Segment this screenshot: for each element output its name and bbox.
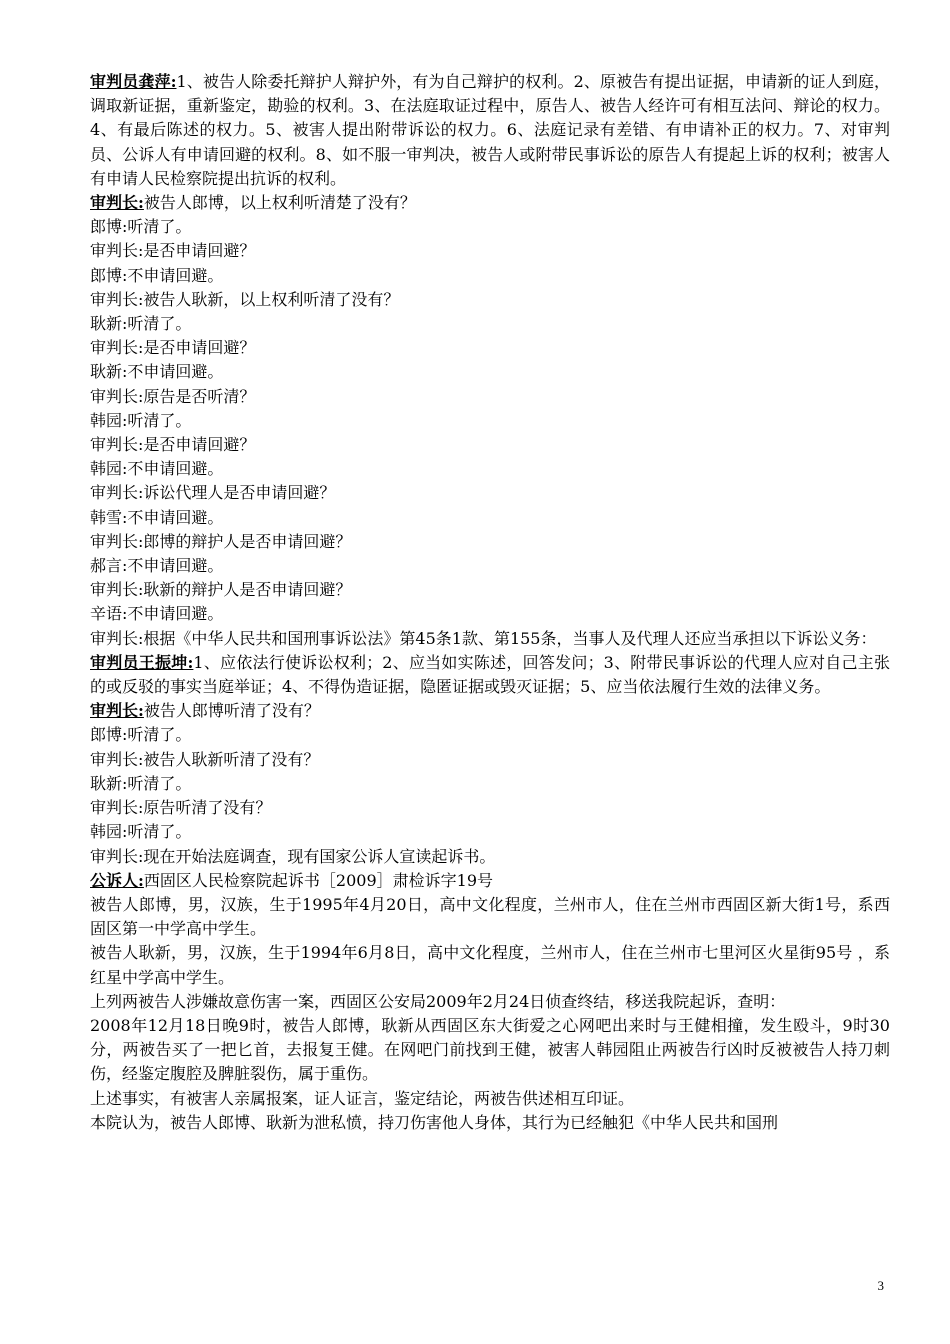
transcript-paragraph xyxy=(90,699,890,723)
paragraph-text: 不申请回避。 xyxy=(127,362,224,382)
transcript-paragraph xyxy=(90,70,890,191)
transcript-paragraph xyxy=(90,602,890,626)
transcript-paragraph xyxy=(90,433,890,457)
paragraph-text: 原告听清了没有？ xyxy=(143,798,272,818)
paragraph-text: 听清了。 xyxy=(127,217,192,237)
transcript-body xyxy=(90,70,890,1135)
speaker-label: 韩园: xyxy=(90,822,128,842)
transcript-paragraph xyxy=(90,409,890,433)
paragraph-text: 是否申请回避？ xyxy=(143,338,256,358)
paragraph-text: 听清了。 xyxy=(127,410,192,430)
speaker-label: 审判长: xyxy=(90,628,144,648)
transcript-paragraph xyxy=(90,191,890,215)
paragraph-text: 被告人耿新，男，汉族，生于1994年6月8日，高中文化程度，兰州市人，住在兰州市七里河区火星街95号 ，系红星中学高中学生。 xyxy=(90,943,890,987)
speaker-label: 审判员龚萍: xyxy=(90,72,177,91)
speaker-label: 审判长: xyxy=(90,580,144,600)
transcript-paragraph xyxy=(90,385,890,409)
transcript-paragraph xyxy=(90,748,890,772)
paragraph-text: 1、应依法行使诉讼权利；2、应当如实陈述，回答发问；3、附带民事诉讼的代理人应对自己主张的或反驳的事实当庭举证；4、不得伪造证据，隐匿证据或毁灭证据；5、应当依法履行生效的法律义务。 xyxy=(90,652,890,697)
transcript-paragraph xyxy=(90,336,890,360)
speaker-label: 审判长: xyxy=(90,289,144,309)
paragraph-text: 原告是否听清？ xyxy=(143,386,256,406)
transcript-paragraph xyxy=(90,239,890,263)
transcript-paragraph xyxy=(90,723,890,747)
speaker-label: 韩雪: xyxy=(90,507,128,527)
speaker-label: 审判长: xyxy=(90,483,144,503)
paragraph-text: 郎博的辩护人是否申请回避？ xyxy=(143,531,352,551)
speaker-label: 郎博: xyxy=(90,217,128,237)
paragraph-text: 被告人耿新听清了没有？ xyxy=(143,749,320,769)
speaker-label: 审判长: xyxy=(90,435,144,455)
paragraph-text: 诉讼代理人是否申请回避？ xyxy=(143,483,336,503)
speaker-label: 审判长: xyxy=(90,701,144,721)
paragraph-text: 2008年12月18日晚9时，被告人郎博，耿新从西固区东大街爱之心网吧出来时与王健相撞，发生殴斗，9时30分，两被告买了一把匕首，去报复王健。在网吧门前找到王健，被害人韩园阻止两被告行凶时反被被告人持刀刺伤，经鉴定腹腔及脾脏裂伤，属于重伤。 xyxy=(90,1015,890,1084)
paragraph-text: 是否申请回避？ xyxy=(143,435,256,455)
speaker-label: 韩园: xyxy=(90,459,128,479)
speaker-label: 耿新: xyxy=(90,773,128,793)
paragraph-text: 被告人郎博，男，汉族，生于1995年4月20日，高中文化程度，兰州市人，住在兰州市西固区新大街1号，系西固区第一中学高中学生。 xyxy=(90,894,890,939)
speaker-label: 审判长: xyxy=(90,386,144,406)
paragraph-text: 被告人郎博听清了没有？ xyxy=(143,701,320,721)
transcript-paragraph xyxy=(90,264,890,288)
transcript-paragraph xyxy=(90,457,890,481)
paragraph-text: 根据《中华人民共和国刑事诉讼法》第45条1款、第155条，当事人及代理人还应当承担以下诉讼义务： xyxy=(143,628,877,648)
paragraph-text: 听清了。 xyxy=(127,314,192,334)
speaker-label: 耿新: xyxy=(90,314,128,334)
speaker-label: 韩园: xyxy=(90,410,128,430)
speaker-label: 公诉人: xyxy=(90,870,144,890)
paragraph-text: 不申请回避。 xyxy=(127,604,224,624)
transcript-paragraph xyxy=(90,360,890,384)
transcript-paragraph xyxy=(90,990,890,1014)
paragraph-text: 听清了。 xyxy=(127,822,192,842)
speaker-label: 审判长: xyxy=(90,338,144,358)
transcript-paragraph xyxy=(90,578,890,602)
paragraph-text: 现在开始法庭调查，现有国家公诉人宣读起诉书。 xyxy=(143,846,496,866)
transcript-paragraph xyxy=(90,312,890,336)
transcript-paragraph xyxy=(90,506,890,530)
paragraph-text: 听清了。 xyxy=(127,725,192,745)
speaker-label: 郎博: xyxy=(90,725,128,745)
paragraph-text: 被告人耿新，以上权利听清了没有？ xyxy=(143,289,400,309)
page-number: 3 xyxy=(877,1278,884,1293)
transcript-paragraph xyxy=(90,627,890,651)
paragraph-text: 是否申请回避？ xyxy=(143,241,256,261)
speaker-label: 审判长: xyxy=(90,241,144,261)
transcript-paragraph xyxy=(90,1087,890,1111)
speaker-label: 辛语: xyxy=(90,604,128,624)
speaker-label: 耿新: xyxy=(90,362,128,382)
transcript-paragraph xyxy=(90,941,890,989)
speaker-label: 郝言: xyxy=(90,556,128,576)
transcript-paragraph xyxy=(90,651,890,699)
transcript-paragraph xyxy=(90,215,890,239)
paragraph-text: 上列两被告人涉嫌故意伤害一案，西固区公安局2009年2月24日侦查终结，移送我院起诉，查明： xyxy=(90,991,786,1011)
paragraph-text: 耿新的辩护人是否申请回避？ xyxy=(143,580,352,600)
paragraph-text: 不申请回避。 xyxy=(127,507,224,527)
paragraph-text: 不申请回避。 xyxy=(127,459,224,479)
paragraph-text: 1、被告人除委托辩护人辩护外，有为自己辩护的权利。2、原被告有提出证据，申请新的证人到庭，调取新证据，重新鉴定，勘验的权利。3、在法庭取证过程中，原告人、被告人经许可有相互法问、辩论的权力。4、有最后陈述的权力。5、被害人提出附带诉讼的权力。6、法庭记录有差错、有申请补正的权力。7、对审判员、公诉人有申请回避的权利。8、如不服一审判决，被告人或附带民事诉讼的原告人有提起上诉的权利；被害人有申请人民检察院提出抗诉的权利。 xyxy=(90,72,890,188)
transcript-paragraph xyxy=(90,1111,890,1135)
paragraph-text: 听清了。 xyxy=(127,773,192,793)
paragraph-text: 本院认为，被告人郎博、耿新为泄私愤，持刀伤害他人身体，其行为已经触犯《中华人民共和国刑 xyxy=(90,1112,779,1132)
transcript-paragraph xyxy=(90,820,890,844)
speaker-label: 审判长: xyxy=(90,846,144,866)
speaker-label: 审判长: xyxy=(90,749,144,769)
transcript-paragraph xyxy=(90,796,890,820)
paragraph-text: 不申请回避。 xyxy=(127,556,224,576)
transcript-paragraph xyxy=(90,1014,890,1087)
speaker-label: 郎博: xyxy=(90,265,128,285)
transcript-paragraph xyxy=(90,772,890,796)
transcript-paragraph xyxy=(90,530,890,554)
speaker-label: 审判长: xyxy=(90,531,144,551)
speaker-label: 审判员王振坤: xyxy=(90,652,194,672)
transcript-paragraph xyxy=(90,554,890,578)
paragraph-text: 被告人郎博，以上权利听清楚了没有？ xyxy=(143,193,416,213)
speaker-label: 审判长: xyxy=(90,798,144,818)
transcript-paragraph xyxy=(90,869,890,893)
transcript-paragraph xyxy=(90,481,890,505)
transcript-paragraph xyxy=(90,845,890,869)
paragraph-text: 不申请回避。 xyxy=(127,265,224,285)
transcript-paragraph xyxy=(90,288,890,312)
speaker-label: 审判长: xyxy=(90,193,144,213)
paragraph-text: 西固区人民检察院起诉书［2009］肃检诉字19号 xyxy=(143,870,494,890)
transcript-paragraph xyxy=(90,893,890,941)
paragraph-text: 上述事实，有被害人亲属报案，证人证言，鉴定结论，两被告供述相互印证。 xyxy=(90,1088,635,1108)
